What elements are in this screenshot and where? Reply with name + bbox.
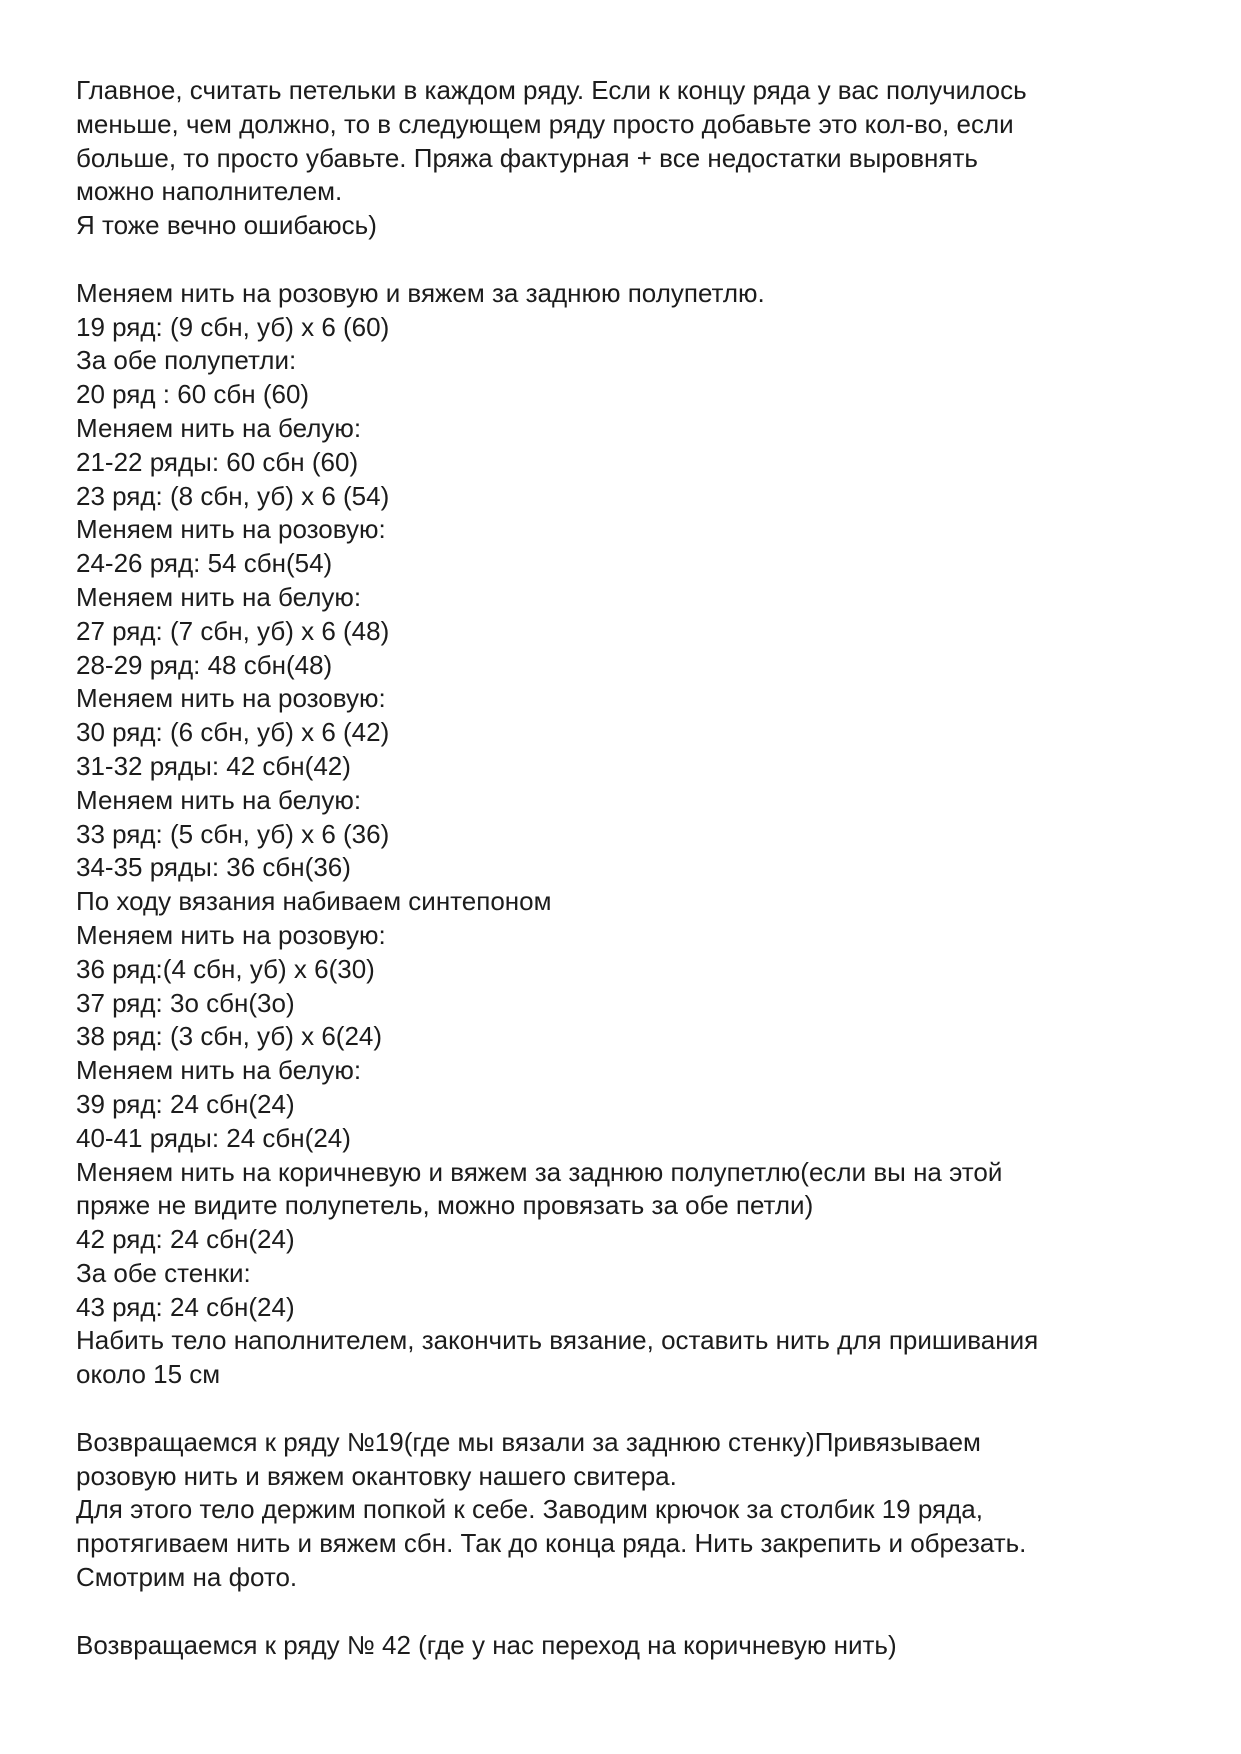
- text-line: 43 ряд: 24 сбн(24): [76, 1291, 295, 1322]
- text-line: меньше, чем должно, то в следующем ряду просто добавьте это кол-во, если: [76, 108, 1014, 139]
- text-line: 23 ряд: (8 сбн, уб) х 6 (54): [76, 480, 390, 511]
- text-line: Меняем нить на розовую и вяжем за заднюю полупетлю.: [76, 277, 765, 308]
- text-line: Меняем нить на розовую:: [76, 919, 386, 950]
- text-line: пряже не видите полупетель, можно провязать за обе петли): [76, 1190, 814, 1221]
- text-line: Меняем нить на розовую:: [76, 683, 386, 714]
- text-line: 30 ряд: (6 сбн, уб) х 6 (42): [76, 717, 390, 748]
- text-line: 37 ряд: 3о сбн(3о): [76, 987, 295, 1018]
- text-line: Набить тело наполнителем, закончить вязание, оставить нить для пришивания: [76, 1325, 1039, 1356]
- text-line: можно наполнителем.: [76, 176, 343, 207]
- text-line: 40-41 ряды: 24 сбн(24): [76, 1122, 351, 1153]
- text-line: 38 ряд: (3 сбн, уб) х 6(24): [76, 1021, 383, 1052]
- text-line: 24-26 ряд: 54 сбн(54): [76, 548, 333, 579]
- text-line: 39 ряд: 24 сбн(24): [76, 1088, 295, 1119]
- text-line: 27 ряд: (7 сбн, уб) х 6 (48): [76, 615, 390, 646]
- text-line: 28-29 ряд: 48 сбн(48): [76, 649, 333, 680]
- text-line: 19 ряд: (9 сбн, уб) х 6 (60): [76, 311, 390, 342]
- text-line: 42 ряд: 24 сбн(24): [76, 1224, 295, 1255]
- text-line: За обе полупетли:: [76, 345, 297, 376]
- text-line: Меняем нить на белую:: [76, 412, 362, 443]
- text-line: Возвращаемся к ряду №19(где мы вязали за заднюю стенку)Привязываем: [76, 1426, 981, 1457]
- text-line: Меняем нить на белую:: [76, 581, 362, 612]
- text-line: Я тоже вечно ошибаюсь): [76, 210, 377, 241]
- text-line: 31-32 ряды: 42 сбн(42): [76, 750, 351, 781]
- text-line: Меняем нить на белую:: [76, 784, 362, 815]
- text-line: больше, то просто убавьте. Пряжа фактурная + все недостатки выровнять: [76, 142, 978, 173]
- text-line: Возвращаемся к ряду № 42 (где у нас переход на коричневую нить): [76, 1629, 897, 1660]
- blank-line: [76, 1595, 1186, 1629]
- text-line: Смотрим на фото.: [76, 1562, 298, 1593]
- text-line: розовую нить и вяжем окантовку нашего свитера.: [76, 1460, 677, 1491]
- blank-line: [76, 243, 1186, 277]
- text-line: Меняем нить на розовую:: [76, 514, 386, 545]
- blank-line: [76, 1392, 1186, 1426]
- text-line: протягиваем нить и вяжем сбн. Так до конца ряда. Нить закрепить и обрезать.: [76, 1528, 1027, 1559]
- text-line: За обе стенки:: [76, 1257, 251, 1288]
- text-line: Меняем нить на белую:: [76, 1055, 362, 1086]
- text-line: Для этого тело держим попкой к себе. Заводим крючок за столбик 19 ряда,: [76, 1494, 983, 1525]
- text-line: Главное, считать петельки в каждом ряду. Если к концу ряда у вас получилось: [76, 75, 1027, 105]
- text-line: 21-22 ряды: 60 сбн (60): [76, 446, 359, 477]
- text-line: около 15 см: [76, 1359, 221, 1390]
- text-line: 20 ряд : 60 сбн (60): [76, 379, 310, 410]
- text-line: Меняем нить на коричневую и вяжем за заднюю полупетлю(если вы на этой: [76, 1156, 1003, 1187]
- text-line: По ходу вязания набиваем синтепоном: [76, 886, 552, 917]
- text-line: 33 ряд: (5 сбн, уб) х 6 (36): [76, 818, 390, 849]
- text-line: 36 ряд:(4 сбн, уб) х 6(30): [76, 953, 375, 984]
- document-page: [76, 74, 1186, 1662]
- text-line: 34-35 ряды: 36 сбн(36): [76, 852, 351, 883]
